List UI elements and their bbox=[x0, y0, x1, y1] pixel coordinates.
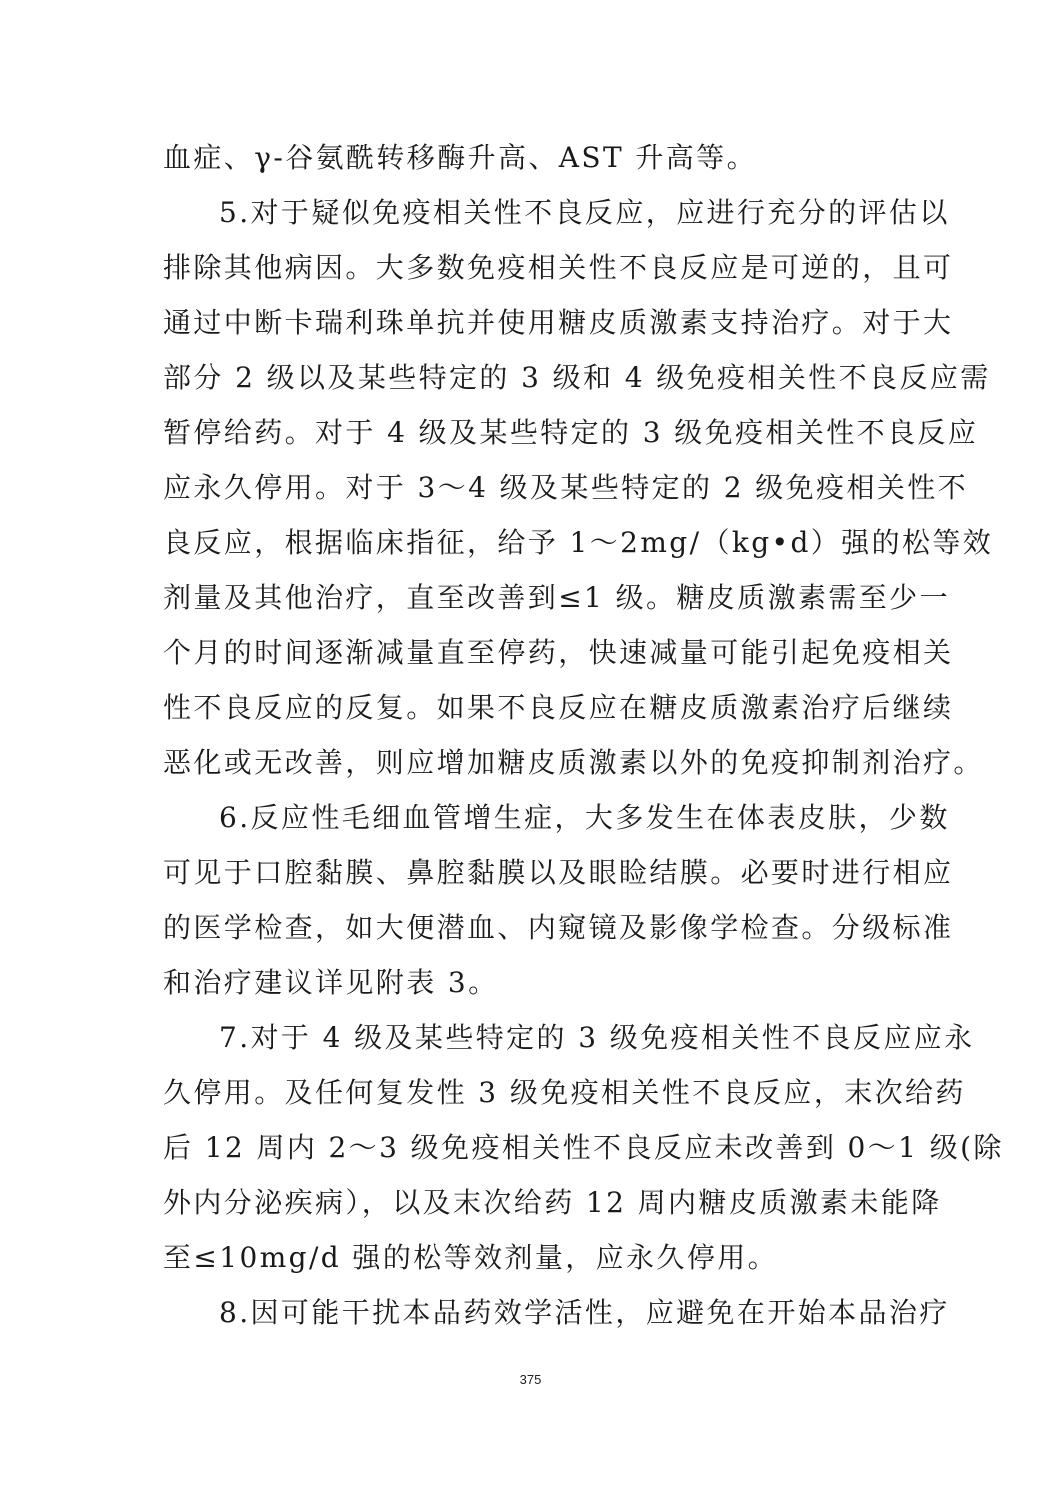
text-line: 性不良反应的反复。如果不良反应在糖皮质激素治疗后继续 bbox=[163, 691, 954, 724]
text-line: 6.反应性毛细血管增生症，大多发生在体表皮肤，少数 bbox=[219, 801, 950, 834]
text-line: 暂停给药。对于 4 级及某些特定的 3 级免疫相关性不良反应 bbox=[163, 416, 979, 449]
text-line: 应永久停用。对于 3～4 级及某些特定的 2 级免疫相关性不 bbox=[163, 471, 969, 504]
text-line: 外内分泌疾病），以及末次给药 12 周内糖皮质激素未能降 bbox=[163, 1186, 942, 1219]
text-line: 恶化或无改善，则应增加糖皮质激素以外的免疫抑制剂治疗。 bbox=[163, 746, 984, 779]
text-line: 7.对于 4 级及某些特定的 3 级免疫相关性不良反应应永 bbox=[219, 1021, 975, 1054]
text-line: 部分 2 级以及某些特定的 3 级和 4 级免疫相关性不良反应需 bbox=[163, 361, 991, 394]
text-line: 血症、γ-谷氨酰转移酶升高、AST 升高等。 bbox=[163, 141, 757, 174]
text-line: 后 12 周内 2～3 级免疫相关性不良反应未改善到 0～1 级(除 bbox=[163, 1131, 1004, 1164]
text-line: 剂量及其他治疗，直至改善到≤1 级。糖皮质激素需至少一 bbox=[163, 581, 950, 614]
text-line: 的医学检查，如大便潜血、内窥镜及影像学检查。分级标准 bbox=[163, 911, 954, 944]
page-number: 375 bbox=[519, 1372, 542, 1387]
text-line: 久停用。及任何复发性 3 级免疫相关性不良反应，末次给药 bbox=[163, 1076, 966, 1109]
text-line: 排除其他病因。大多数免疫相关性不良反应是可逆的，且可 bbox=[163, 251, 954, 284]
text-line: 8.因可能干扰本品药效学活性，应避免在开始本品治疗 bbox=[219, 1296, 950, 1329]
text-line: 至≤10mg/d 强的松等效剂量，应永久停用。 bbox=[163, 1241, 779, 1274]
text-line: 通过中断卡瑞利珠单抗并使用糖皮质激素支持治疗。对于大 bbox=[163, 306, 954, 339]
body-text bbox=[163, 130, 1004, 1340]
text-line: 和治疗建议详见附表 3。 bbox=[163, 966, 499, 999]
text-line: 可见于口腔黏膜、鼻腔黏膜以及眼睑结膜。必要时进行相应 bbox=[163, 856, 954, 889]
text-line: 良反应，根据临床指征，给予 1～2mg/（kg•d）强的松等效 bbox=[163, 526, 994, 559]
text-line: 5.对于疑似免疫相关性不良反应，应进行充分的评估以 bbox=[219, 196, 950, 229]
text-line: 个月的时间逐渐减量直至停药，快速减量可能引起免疫相关 bbox=[163, 636, 954, 669]
